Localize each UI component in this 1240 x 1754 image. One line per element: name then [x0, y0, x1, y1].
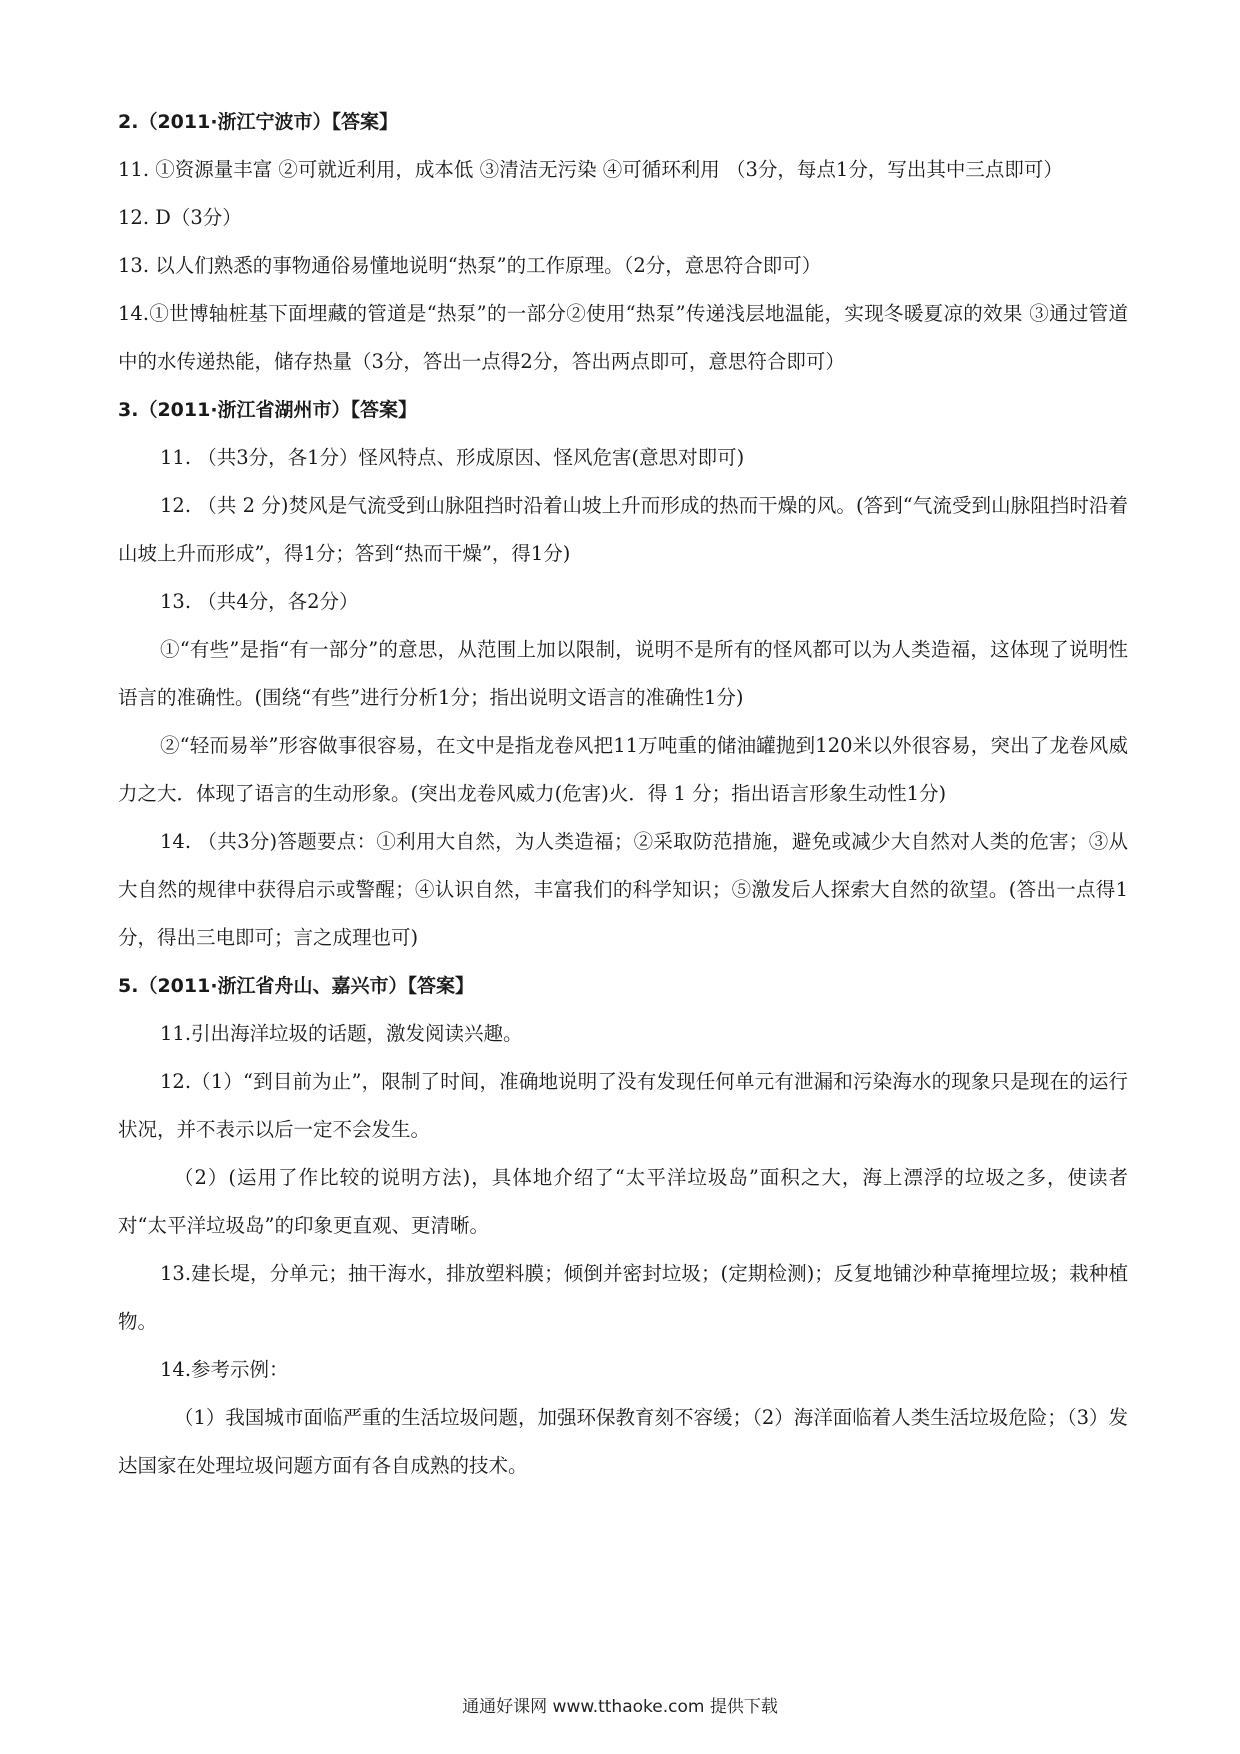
answer-12-2-zhoushan: （2）(运用了作比较的说明方法)，具体地介绍了“太平洋垃圾岛”面积之大，海上漂浮的垃圾之多，使读者对“太平洋垃圾岛”的印象更直观、更清晰。: [118, 1166, 1128, 1237]
answer-13-zhoushan: 13.建长堤，分单元；抽干海水，排放塑料膜；倾倒并密封垃圾；(定期检测)；反复地铺沙种草掩埋垃圾；栽种植物。: [118, 1262, 1128, 1333]
answer-13-point-2-huzhou: ②“轻而易举”形容做事很容易，在文中是指龙卷风把11万吨重的储油罐抛到120米以外很容易，突出了龙卷风威力之大．体现了语言的生动形象。(突出龙卷风威力(危害)火．得 1 分；指出语言形象生动性1分): [118, 734, 1128, 805]
section-heading-ningbo: 2.（2011·浙江宁波市）【答案】: [118, 111, 399, 133]
answer-11-ningbo: 11. ①资源量丰富 ②可就近利用，成本低 ③清洁无污染 ④可循环利用 （3分，每点1分，写出其中三点即可）: [118, 158, 1063, 181]
answer-12-1-zhoushan: 12.（1）“到目前为止”，限制了时间，准确地说明了没有发现任何单元有泄漏和污染海水的现象只是现在的运行状况，并不表示以后一定不会发生。: [118, 1070, 1128, 1141]
answer-14-huzhou: 14. （共3分)答题要点：①利用大自然，为人类造福；②采取防范措施，避免或减少大自然对人类的危害；③从大自然的规律中获得启示或警醒；④认识自然，丰富我们的科学知识；⑤激发后人探索大自然的欲望。(答出一点得1分，得出三电即可；言之成理也可): [118, 830, 1128, 949]
answer-content: [118, 98, 1128, 1490]
answer-12-huzhou: 12. （共 2 分)焚风是气流受到山脉阻挡时沿着山坡上升而形成的热而干燥的风。(答到“气流受到山脉阻挡时沿着山坡上升而形成”，得1分；答到“热而干燥”，得1分): [118, 494, 1128, 565]
section-heading-huzhou: 3.（2011·浙江省湖州市）【答案】: [118, 399, 418, 421]
answer-13-ningbo: 13. 以人们熟悉的事物通俗易懂地说明“热泵”的工作原理。（2分，意思符合即可）: [118, 254, 822, 277]
answer-12-ningbo: 12. D（3分）: [118, 206, 242, 229]
answer-13-point-1-huzhou: ①“有些”是指“有一部分”的意思，从范围上加以限制，说明不是所有的怪风都可以为人类造福，这体现了说明性语言的准确性。(围绕“有些”进行分析1分；指出说明文语言的准确性1分): [118, 638, 1128, 709]
answer-11-zhoushan: 11.引出海洋垃圾的话题，激发阅读兴趣。: [160, 1022, 523, 1045]
answer-14-ningbo: 14.①世博轴桩基下面埋藏的管道是“热泵”的一部分②使用“热泵”传递浅层地温能，实现冬暖夏凉的效果 ③通过管道中的水传递热能，储存热量（3分，答出一点得2分，答出两点即可，意思符合即可）: [118, 302, 1128, 373]
answer-11-huzhou: 11. （共3分，各1分）怪风特点、形成原因、怪风危害(意思对即可): [160, 446, 745, 469]
page-footer: 通通好课网 www.tthaoke.com 提供下载: [462, 1697, 778, 1717]
answer-14-zhoushan: 14.参考示例：: [160, 1358, 289, 1381]
answer-13-huzhou: 13. （共4分，各2分）: [160, 590, 359, 613]
section-heading-zhoushan-jiaxing: 5.（2011·浙江省舟山、嘉兴市）【答案】: [118, 975, 475, 997]
answer-14-examples-zhoushan: （1）我国城市面临严重的生活垃圾问题，加强环保教育刻不容缓；（2）海洋面临着人类生活垃圾危险；（3）发达国家在处理垃圾问题方面有各自成熟的技术。: [118, 1406, 1128, 1477]
